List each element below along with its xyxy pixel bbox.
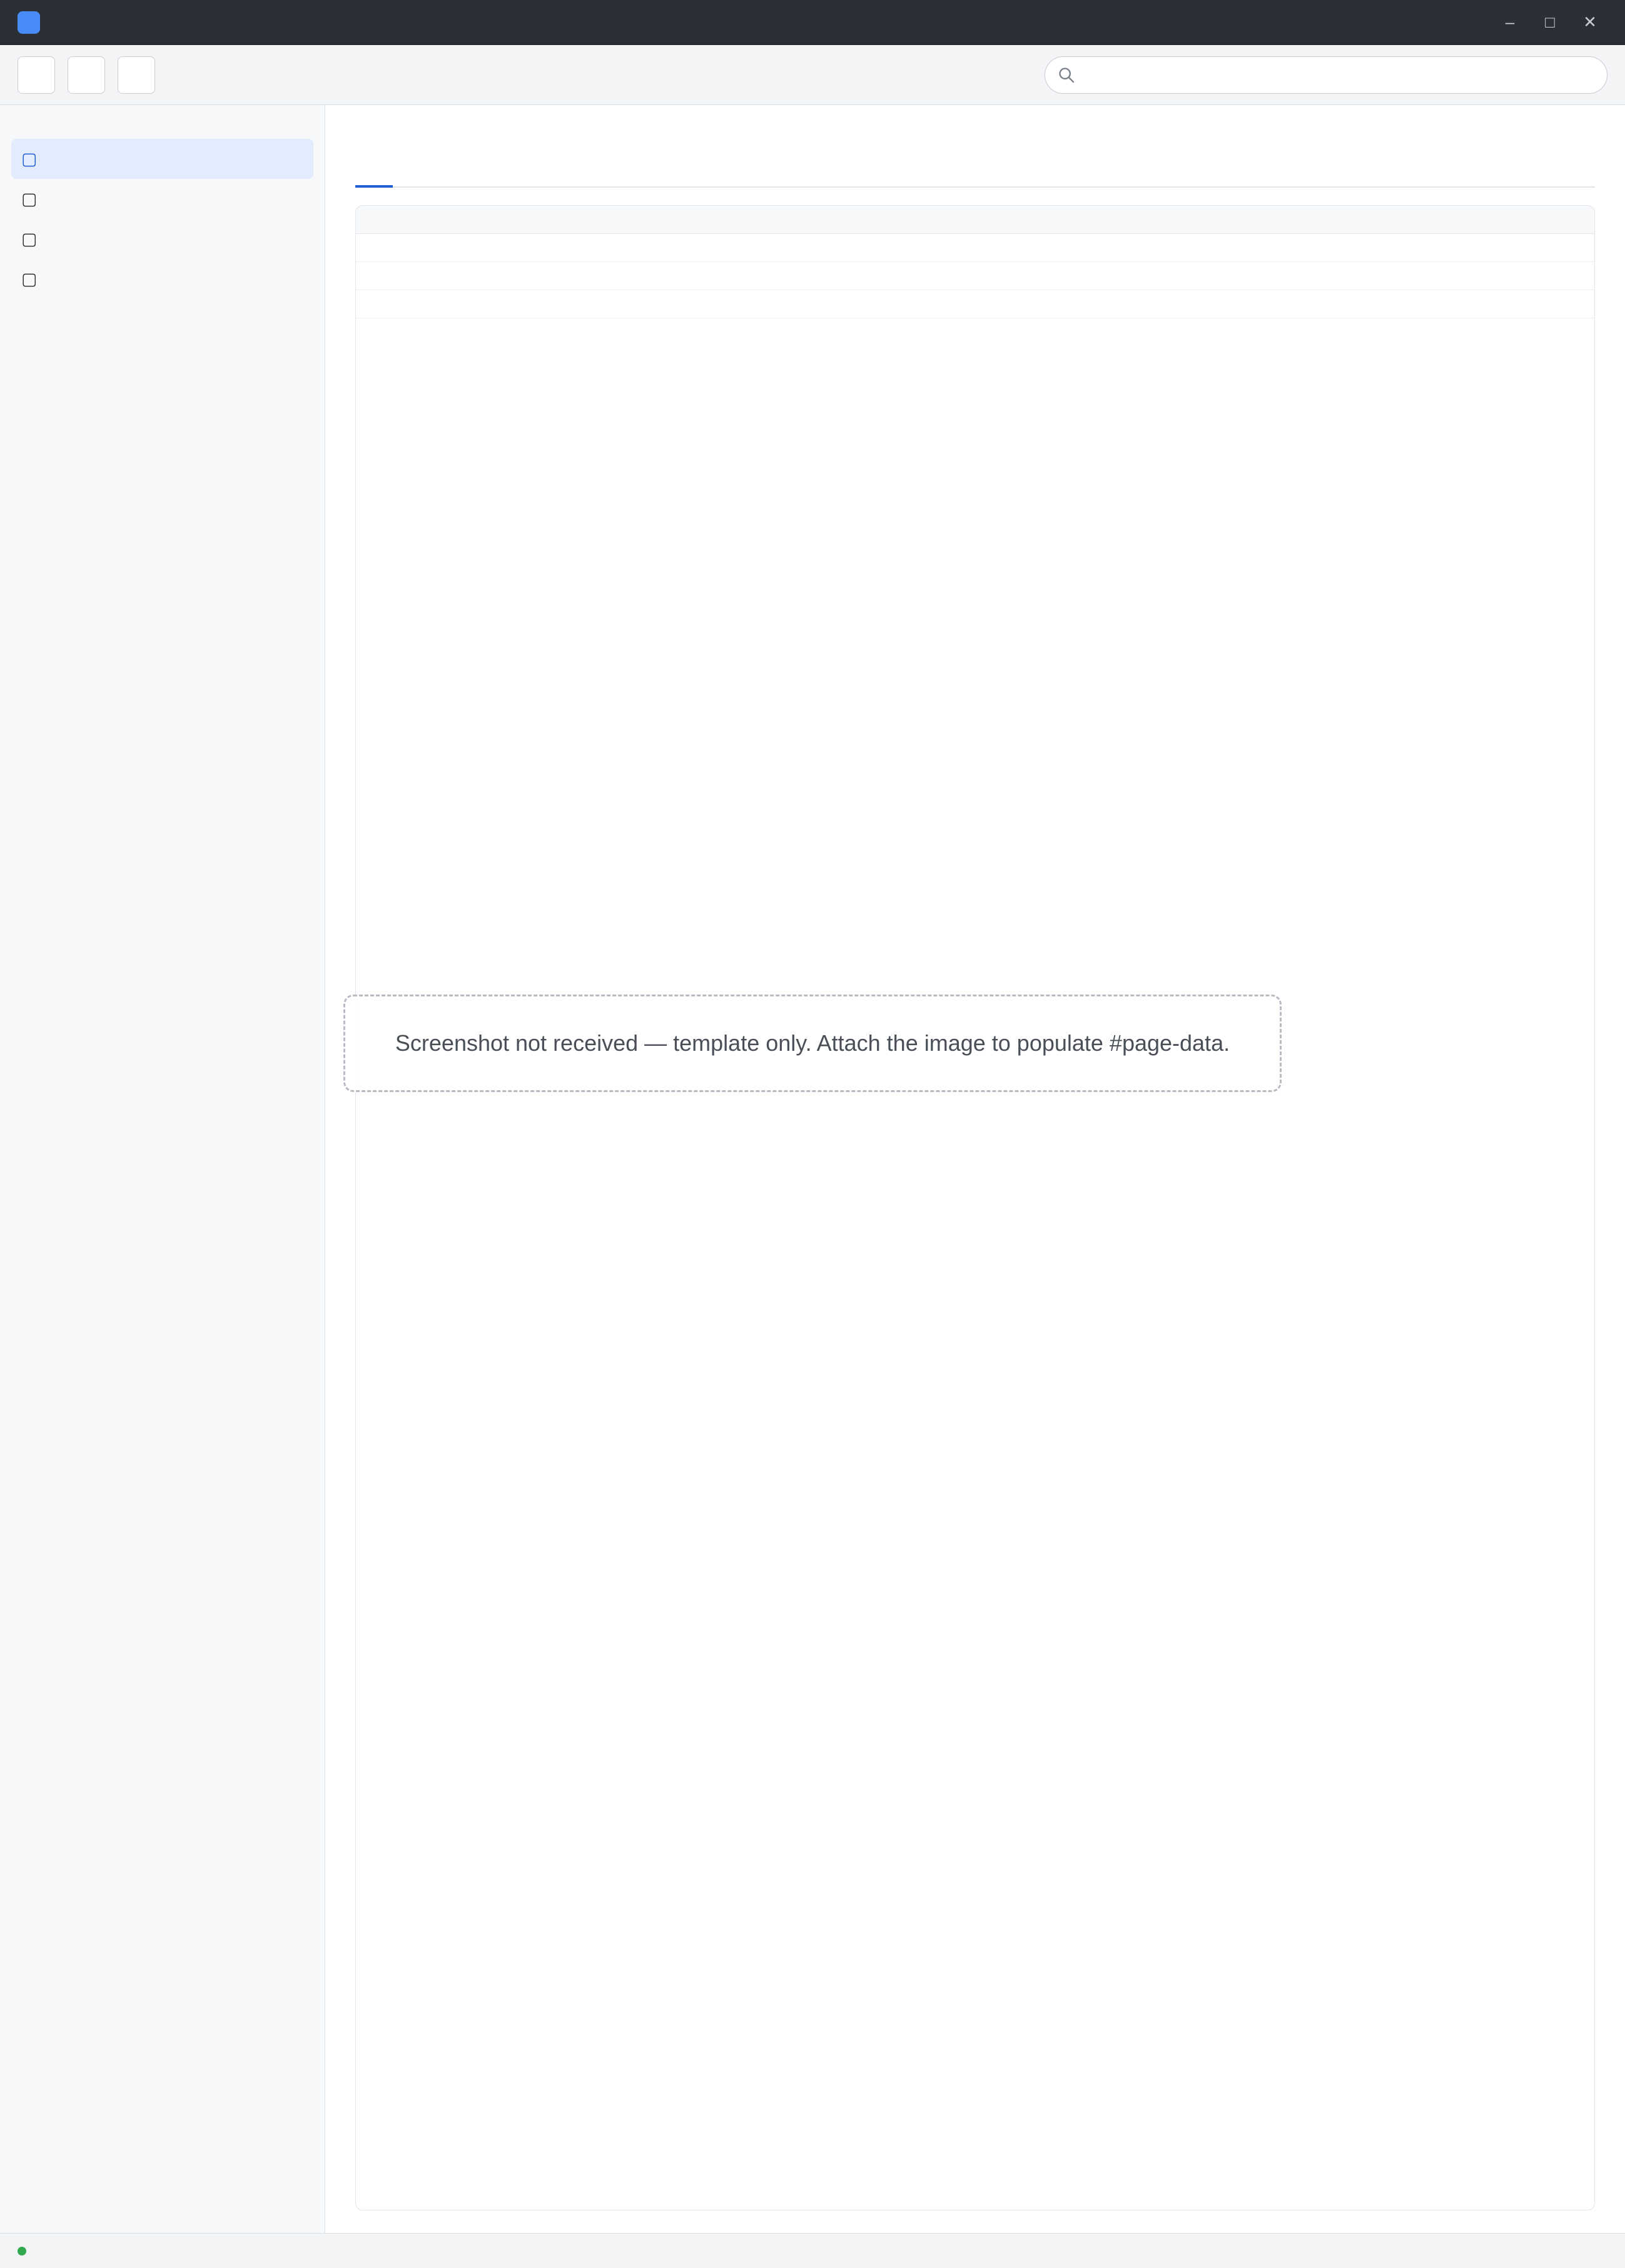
app-icon: [18, 11, 40, 34]
folder-icon: ▢: [21, 189, 38, 208]
sidebar-heading: [11, 123, 313, 139]
sidebar-item-4[interactable]: [11, 259, 313, 299]
table-cell: [769, 290, 1182, 318]
tab-2[interactable]: [398, 163, 435, 188]
tab-1[interactable]: [355, 163, 393, 188]
minimize-icon[interactable]: –: [1505, 13, 1515, 31]
table-cell: [356, 290, 769, 318]
sidebar-item-3[interactable]: [11, 219, 313, 259]
tab-3[interactable]: [440, 163, 478, 188]
maximize-icon[interactable]: □: [1545, 13, 1555, 31]
status-dot-icon: [18, 2247, 26, 2255]
table-row[interactable]: [356, 262, 1594, 290]
table-cell: [1182, 234, 1594, 262]
data-table: [356, 206, 1594, 318]
folder-icon: ▢: [21, 229, 38, 248]
sidebar: [0, 105, 325, 2233]
search-box[interactable]: [1045, 56, 1607, 94]
table-header-row: [356, 206, 1594, 234]
toolbar: [0, 45, 1625, 105]
search-icon: [1058, 66, 1075, 84]
table-cell: [1182, 290, 1594, 318]
title-bar: [0, 0, 1625, 45]
sidebar-item-1[interactable]: [11, 139, 313, 179]
table-cell: [356, 234, 769, 262]
content-area: [0, 105, 1625, 2233]
close-icon[interactable]: ✕: [1583, 13, 1597, 31]
table-row[interactable]: [356, 290, 1594, 318]
column-header[interactable]: [769, 206, 1182, 234]
main-panel: [325, 105, 1625, 2233]
table-cell: [769, 234, 1182, 262]
window-controls: [1492, 9, 1607, 36]
folder-icon: ▢: [21, 149, 38, 168]
table-cell: [769, 262, 1182, 290]
search-input[interactable]: [1084, 65, 1594, 84]
sidebar-item-2[interactable]: [11, 179, 313, 219]
toolbar-button-3[interactable]: [118, 56, 155, 94]
column-header[interactable]: [356, 206, 769, 234]
data-panel: [355, 205, 1595, 2210]
table-row[interactable]: [356, 234, 1594, 262]
column-header[interactable]: [1182, 206, 1594, 234]
tab-strip: [355, 163, 1595, 188]
toolbar-button-2[interactable]: [68, 56, 105, 94]
toolbar-button-1[interactable]: [18, 56, 55, 94]
table-cell: [1182, 262, 1594, 290]
table-cell: [356, 262, 769, 290]
status-bar: [0, 2233, 1625, 2268]
folder-icon: ▢: [21, 269, 38, 288]
missing-image-notice: Screenshot not received — template only. Attach the image to populate #page-data.: [343, 995, 1282, 1092]
